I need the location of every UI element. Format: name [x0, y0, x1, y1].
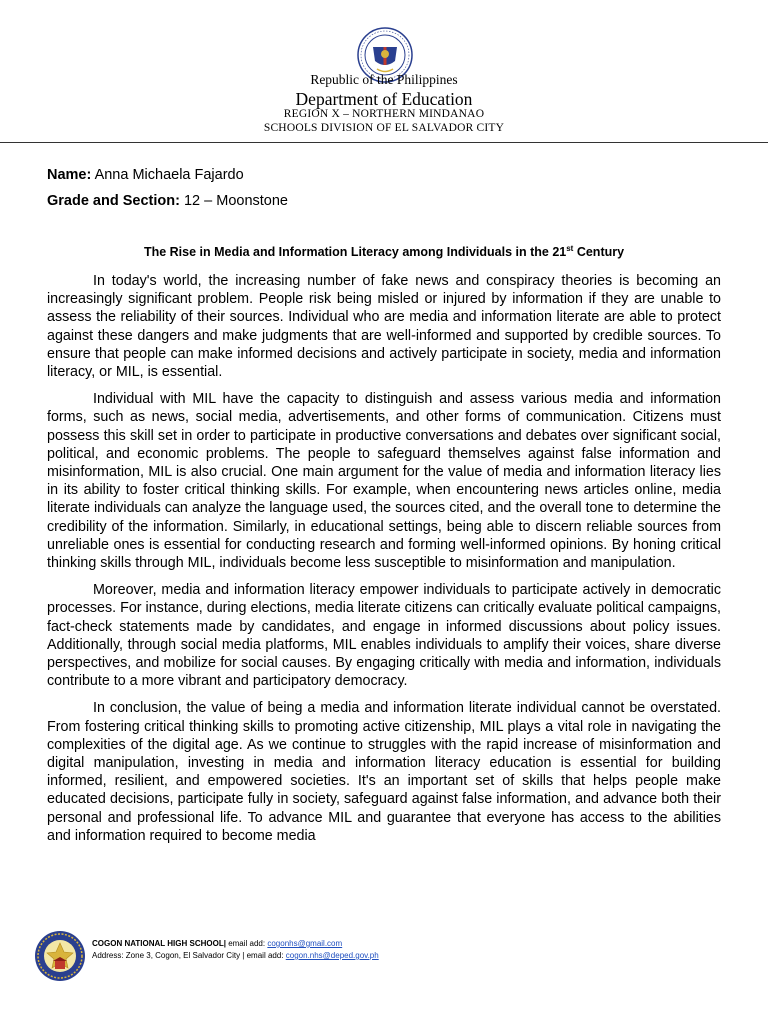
division-line: SCHOOLS DIVISION OF EL SALVADOR CITY	[263, 122, 505, 134]
republic-line: Republic of the Philippines	[310, 72, 458, 87]
grade-section-field	[47, 193, 288, 209]
region-line: REGION X – NORTHERN MINDANAO	[283, 108, 485, 120]
name-field	[47, 167, 244, 183]
name-value: Anna Michaela Fajardo	[94, 167, 244, 183]
department-name: Department of Education	[295, 89, 473, 109]
email-label-2: email add:	[246, 951, 284, 960]
header-divider	[0, 142, 768, 143]
email-link-1[interactable]: cogonhs@gmail.com	[267, 939, 343, 948]
essay-title-end: Century	[573, 245, 625, 259]
essay-title-main: The Rise in Media and Information Literacy among Individuals in the 21	[143, 245, 567, 259]
school-address: Address: Zone 3, Cogon, El Salvador City |	[92, 951, 245, 960]
school-name: COGON NATIONAL HIGH SCHOOL|	[92, 939, 226, 948]
essay-title	[0, 245, 768, 259]
grade-value: 12 – Moonstone	[183, 193, 288, 209]
paragraph-3: Moreover, media and information literacy empower individuals to participate actively in democratic processes. For instance, during elections, media literate citizens can critically evaluate political campaigns, fact-check statements made by candidates, and engage in informed discussions about policy issues. Additionally, through social media platforms, MIL enables individuals to amplify their voices, share diverse perspectives, and mobilize for social causes. By engaging critically with media and information, individuals contribute to a more vibrant and participatory democracy.	[47, 582, 721, 690]
paragraph-1: In today's world, the increasing number of fake news and conspiracy theories is becoming an increasingly significant problem. People risk being misled or injured by information if they are unable to assess the reliability of their sources. Individual who are media and information literate are able to protect against these dangers and make judgments that are well-informed and supported by credible sources. To ensure that people can make informed decisions and actively participate in society, media and information literacy, or MIL, is essential.	[47, 273, 721, 381]
school-seal-icon	[34, 930, 86, 982]
essay-title-sup: st	[566, 244, 574, 253]
email-link-2[interactable]: cogon.nhs@deped.gov.ph	[285, 951, 379, 960]
email-label-1: email add:	[228, 939, 266, 948]
footer-line-2	[92, 950, 379, 962]
essay-body	[47, 272, 721, 854]
footer-line-1	[92, 938, 379, 950]
footer-info	[92, 938, 379, 962]
paragraph-2: Individual with MIL have the capacity to distinguish and assess various media and information forms, such as news, social media, advertisements, and other forms of communication. Citizens must possess this skill set in order to participate in productive conversations and debates over significant social, political, and economic problems. The people to safeguard themselves against false information and misinformation, MIL is also crucial. One main argument for the value of media and information literacy lies in its ability to foster critical thinking skills. For example, when encountering news articles online, media literate individuals can analyze the language used, the sources cited, and the overall tone to determine the credibility of the information. Similarly, in educational settings, being able to discern reliable sources from unreliable ones is essential for conducting research and forming well-informed opinions. By honing critical thinking skills through MIL, individuals become less susceptible to misinformation and manipulation.	[47, 391, 721, 572]
name-label: Name:	[47, 167, 92, 183]
grade-label: Grade and Section:	[47, 193, 180, 209]
paragraph-4: In conclusion, the value of being a media and information literate individual cannot be overstated. From fostering critical thinking skills to promoting active citizenship, MIL plays a vital role in navigating the complexities of the digital age. As we continue to struggles with the rapid increase of misinformation and digital manipulation, investing in media and information literacy education is essential for building informed, resilient, and empowered societies. It's an important set of skills that helps people make educated decisions, participate fully in society, safeguard against false information, and advance both their personal and professional life. To advance MIL and guarantee that everyone has access to the abilities and information required to become media	[47, 700, 721, 844]
